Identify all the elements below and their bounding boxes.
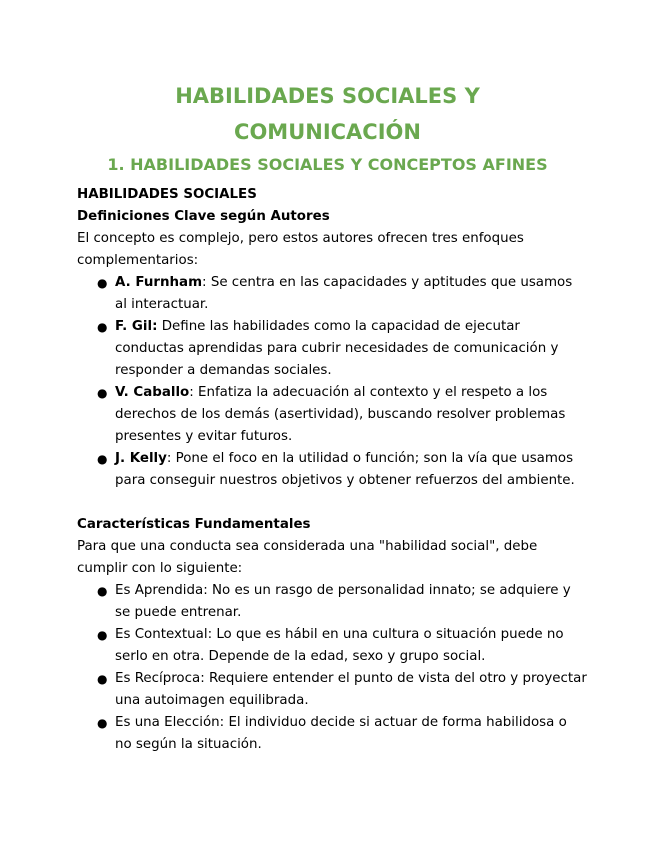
author-name: V. Caballo — [115, 385, 190, 400]
list-item — [77, 668, 587, 712]
subheading-characteristics: Características Fundamentales — [77, 517, 311, 532]
author-description: : Se centra en las capacidades y aptitudes que usamos al interactuar. — [115, 275, 573, 312]
author-description: : Pone el foco en la utilidad o función; son la vía que usamos para conseguir nuestros objetivos y obtener refuerzos del ambiente. — [115, 451, 575, 488]
intro-paragraph: El concepto es complejo, pero estos autores ofrecen tres enfoques complementarios: — [77, 231, 524, 268]
author-name: F. Gil: — [115, 319, 158, 334]
document-body — [77, 184, 587, 756]
list-item — [77, 624, 587, 668]
subheading-definitions: Definiciones Clave según Autores — [77, 209, 330, 224]
author-name: A. Furnham — [115, 275, 203, 290]
title-line-1: HABILIDADES SOCIALES Y — [175, 84, 480, 108]
characteristics-list — [77, 580, 587, 756]
characteristic-text: Es una Elección: El individuo decide si actuar de forma habilidosa o no según la situación. — [115, 715, 567, 752]
list-item — [77, 712, 587, 756]
characteristic-text: Es Contextual: Lo que es hábil en una cultura o situación puede no serlo en otra. Depende de la edad, sexo y grupo social. — [115, 627, 564, 664]
author-description: Define las habilidades como la capacidad de ejecutar conductas aprendidas para cubrir necesidades de comunicación y responder a demandas sociales. — [115, 319, 559, 378]
characteristic-text: Es Aprendida: No es un rasgo de personalidad innato; se adquiere y se puede entrenar. — [115, 583, 571, 620]
bullet-icon: ● — [97, 628, 108, 642]
characteristics-intro: Para que una conducta sea considerada una "habilidad social", debe cumplir con lo siguiente: — [77, 539, 538, 576]
list-item — [77, 580, 587, 624]
list-item — [77, 272, 587, 316]
section-heading: HABILIDADES SOCIALES — [77, 187, 257, 202]
section-title: 1. HABILIDADES SOCIALES Y CONCEPTOS AFINES — [107, 155, 548, 174]
characteristic-text: Es Recíproca: Requiere entender el punto de vista del otro y proyectar una autoimagen equilibrada. — [115, 671, 587, 708]
title-line-2: COMUNICACIÓN — [234, 120, 421, 144]
bullet-icon: ● — [97, 672, 108, 686]
list-item — [77, 382, 587, 448]
bullet-icon: ● — [97, 716, 108, 730]
document-title — [0, 78, 655, 150]
author-name: J. Kelly — [115, 451, 167, 466]
author-description: : Enfatiza la adecuación al contexto y el respeto a los derechos de los demás (asertividad), buscando resolver problemas presentes y evitar futuros. — [115, 385, 566, 444]
bullet-icon: ● — [97, 386, 108, 400]
authors-list — [77, 272, 587, 492]
list-item — [77, 316, 587, 382]
bullet-icon: ● — [97, 276, 108, 290]
bullet-icon: ● — [97, 584, 108, 598]
spacer — [77, 492, 587, 514]
bullet-icon: ● — [97, 320, 108, 334]
list-item — [77, 448, 587, 492]
bullet-icon: ● — [97, 452, 108, 466]
